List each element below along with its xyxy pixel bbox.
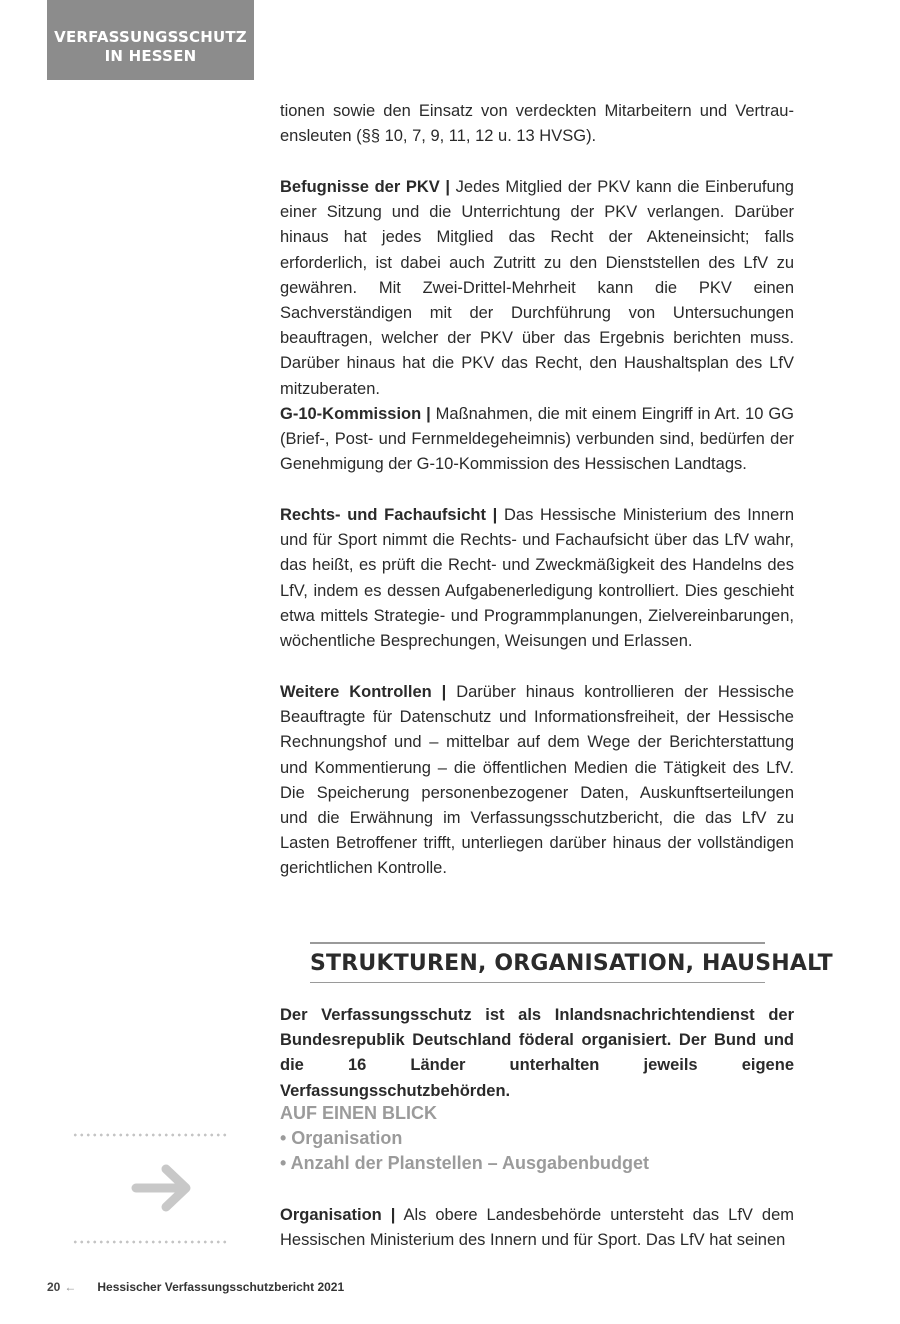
paragraph-lead: Organisation | — [280, 1206, 396, 1224]
paragraph-kontrollen — [280, 680, 794, 882]
at-a-glance-box — [280, 1101, 794, 1176]
paragraph-text: Darüber hinaus kontrollieren der Hessische Beauftragte für Datenschutz und Informationsfreiheit, der Hessische Rechnungshof und – mittelbar auf dem Wege der Berichterstattung und Kommentierung – die öffentlichen Medien die Tätigkeit des LfV. Die Speicherung personenbezogener Daten, Auskunftserteilungen und die Erwähnung im Verfassungsschutzbericht, die das LfV zu Lasten Betroffener trifft, unterliegen darüber hinaus der vollständigen gerichtlichen Kontrolle. — [280, 683, 794, 878]
paragraph-befugnisse — [280, 175, 794, 402]
header-line-2: IN HESSEN — [104, 47, 197, 65]
header-section-tab — [47, 0, 254, 80]
at-a-glance-title: AUF EINEN BLICK — [280, 1103, 437, 1123]
back-arrow-icon[interactable]: ← — [64, 1280, 77, 1294]
page-footer — [47, 1279, 344, 1295]
at-a-glance-item: • Organisation — [280, 1128, 403, 1148]
dotted-divider-bottom — [72, 1240, 228, 1244]
paragraph-lead: Weitere Kontrollen | — [280, 683, 447, 701]
publication-title: Hessischer Verfassungsschutzbericht 2021 — [97, 1280, 345, 1294]
section-title: STRUKTUREN, ORGANISATION, HAUSHALT — [310, 951, 833, 976]
paragraph-text: Das Hessische Ministerium des Innern und für Sport nimmt die Rechts- und Fachaufsicht über das LfV wahr, das heißt, es prüft die Recht- und Zweckmäßigkeit des Handelns des LfV, indem es dessen Aufgabenerledigung kontrolliert. Dies geschieht etwa mittels Strategie- und Programmplanungen, Zielvereinbarungen, wöchentliche Besprechungen, Weisungen und Erlassen. — [280, 506, 794, 651]
section-heading — [310, 942, 833, 983]
arrow-right-icon — [130, 1160, 196, 1216]
paragraph-g10 — [280, 402, 794, 478]
section-intro: Der Verfassungsschutz ist als Inlandsnachrichtendienst der Bundesrepublik Deutschland föderal organisiert. Der Bund und die 16 Länder unterhalten jeweils eigene Verfassungsschutzbehörden. — [280, 1006, 794, 1100]
page-number: 20 — [47, 1280, 61, 1294]
header-line-1: VERFASSUNGSSCHUTZ — [54, 28, 247, 46]
paragraph-lead: G-10-Kommission | — [280, 405, 431, 423]
paragraph-text: Jedes Mitglied der PKV kann die Einberufung einer Sitzung und die Unterrichtung der PKV verlangen. Darüber hinaus hat jedes Mitglied das Recht der Akteneinsicht; falls erforderlich, ist dabei auch Zutritt zu den Dienststellen des LfV zu gewähren. Mit Zwei-Drittel-Mehrheit kann die PKV einen Sachverständigen mit der Durchführung von Untersuchungen beauftragen, welcher der PKV über das Ergebnis berichten muss. Darüber hinaus hat die PKV das Recht, den Haushaltsplan des LfV mitzuberaten. — [280, 178, 794, 398]
dotted-divider-top — [72, 1133, 228, 1137]
paragraph-lead: Rechts- und Fachaufsicht | — [280, 506, 498, 524]
paragraph-lead: Befugnisse der PKV | — [280, 178, 451, 196]
paragraph-text: Maßnahmen, die mit einem Eingriff in Art. 10 GG (Brief-, Post- und Fernmeldegeheimnis) verbunden sind, bedürfen der Genehmigung der G-10-Kommission des Hessischen Landtags. — [280, 405, 794, 474]
paragraph-continuation — [280, 99, 794, 149]
paragraph-text: Als obere Landesbehörde untersteht das LfV dem Hessischen Ministerium des Innern und für Sport. Das LfV hat seinen — [280, 1206, 794, 1250]
paragraph-aufsicht — [280, 503, 794, 654]
at-a-glance-item: • Anzahl der Planstellen – Ausgabenbudget — [280, 1153, 650, 1173]
paragraph-organisation — [280, 1203, 794, 1253]
paragraph-text: tionen sowie den Einsatz von verdeckten Mitarbeitern und Vertrauensleuten (§§ 10, 7, 9, 11, 12 u. 13 HVSG). — [280, 102, 794, 146]
